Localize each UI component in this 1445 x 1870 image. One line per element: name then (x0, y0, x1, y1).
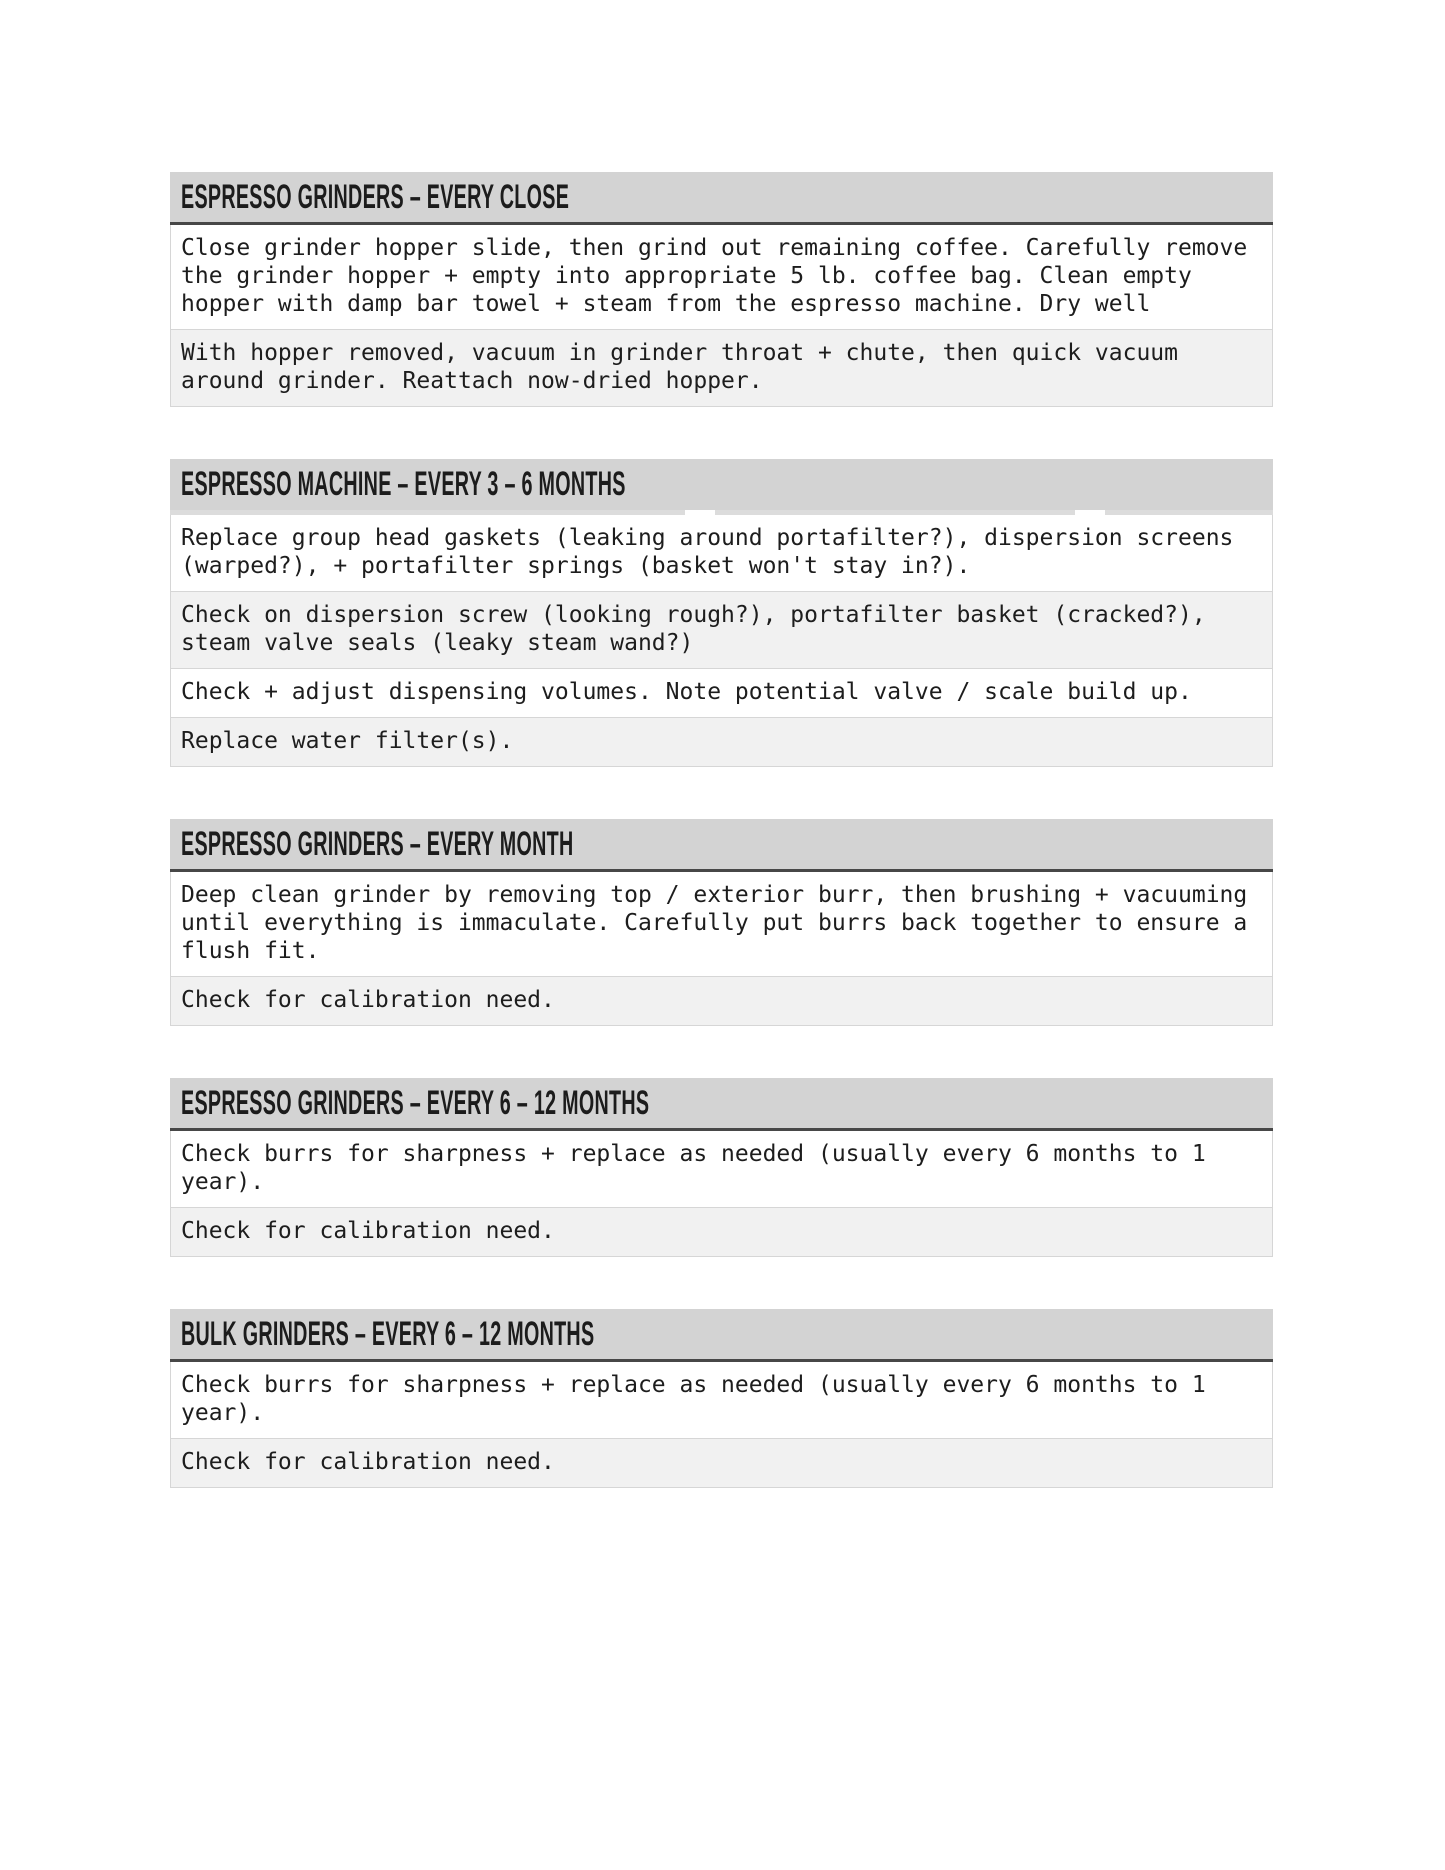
section-espresso-grinders-every-6-12-months (170, 1078, 1273, 1257)
section-header (170, 172, 1273, 225)
task-row: Check on dispersion screw (looking rough?), portafilter basket (cracked?), steam valve seals (leaky steam wand?) (171, 592, 1272, 669)
task-row: Check burrs for sharpness + replace as needed (usually every 6 months to 1 year). (171, 1131, 1272, 1208)
section-body (170, 872, 1273, 1026)
task-row: Check burrs for sharpness + replace as needed (usually every 6 months to 1 year). (171, 1362, 1272, 1439)
section-body (170, 515, 1273, 767)
task-row: With hopper removed, vacuum in grinder throat + chute, then quick vacuum around grinder. Reattach now-dried hopper. (171, 330, 1272, 407)
section-header (170, 819, 1273, 872)
section-header (170, 459, 1273, 510)
task-row: Check for calibration need. (171, 1208, 1272, 1257)
section-body (170, 225, 1273, 407)
section-header (170, 1309, 1273, 1362)
section-title: ESPRESSO MACHINE – EVERY 3 – 6 MONTHS (181, 465, 626, 503)
section-title: ESPRESSO GRINDERS – EVERY MONTH (181, 824, 574, 863)
section-espresso-grinders-every-close (170, 172, 1273, 407)
task-row: Close grinder hopper slide, then grind out remaining coffee. Carefully remove the grinder hopper + empty into appropriate 5 lb. coffee bag. Clean empty hopper with damp bar towel + steam from the espresso machine. Dry well (171, 225, 1272, 330)
section-espresso-machine-every-3-6-months (170, 459, 1273, 767)
section-body (170, 1131, 1273, 1257)
section-header (170, 1078, 1273, 1131)
section-bulk-grinders-every-6-12-months (170, 1309, 1273, 1488)
task-row: Replace water filter(s). (171, 718, 1272, 767)
task-row: Check for calibration need. (171, 1439, 1272, 1488)
task-row: Check + adjust dispensing volumes. Note potential valve / scale build up. (171, 669, 1272, 718)
task-row: Deep clean grinder by removing top / exterior burr, then brushing + vacuuming until everything is immaculate. Carefully put burrs back together to ensure a flush fit. (171, 872, 1272, 977)
task-row: Check for calibration need. (171, 977, 1272, 1026)
section-title: BULK GRINDERS – EVERY 6 – 12 MONTHS (181, 1314, 595, 1353)
section-body (170, 1362, 1273, 1488)
section-espresso-grinders-every-month (170, 819, 1273, 1026)
section-title: ESPRESSO GRINDERS – EVERY CLOSE (181, 177, 570, 216)
section-title: ESPRESSO GRINDERS – EVERY 6 – 12 MONTHS (181, 1083, 650, 1122)
task-row: Replace group head gaskets (leaking around portafilter?), dispersion screens (warped?), + portafilter springs (basket won't stay in?). (171, 515, 1272, 592)
maintenance-checklist-document (170, 172, 1273, 1540)
